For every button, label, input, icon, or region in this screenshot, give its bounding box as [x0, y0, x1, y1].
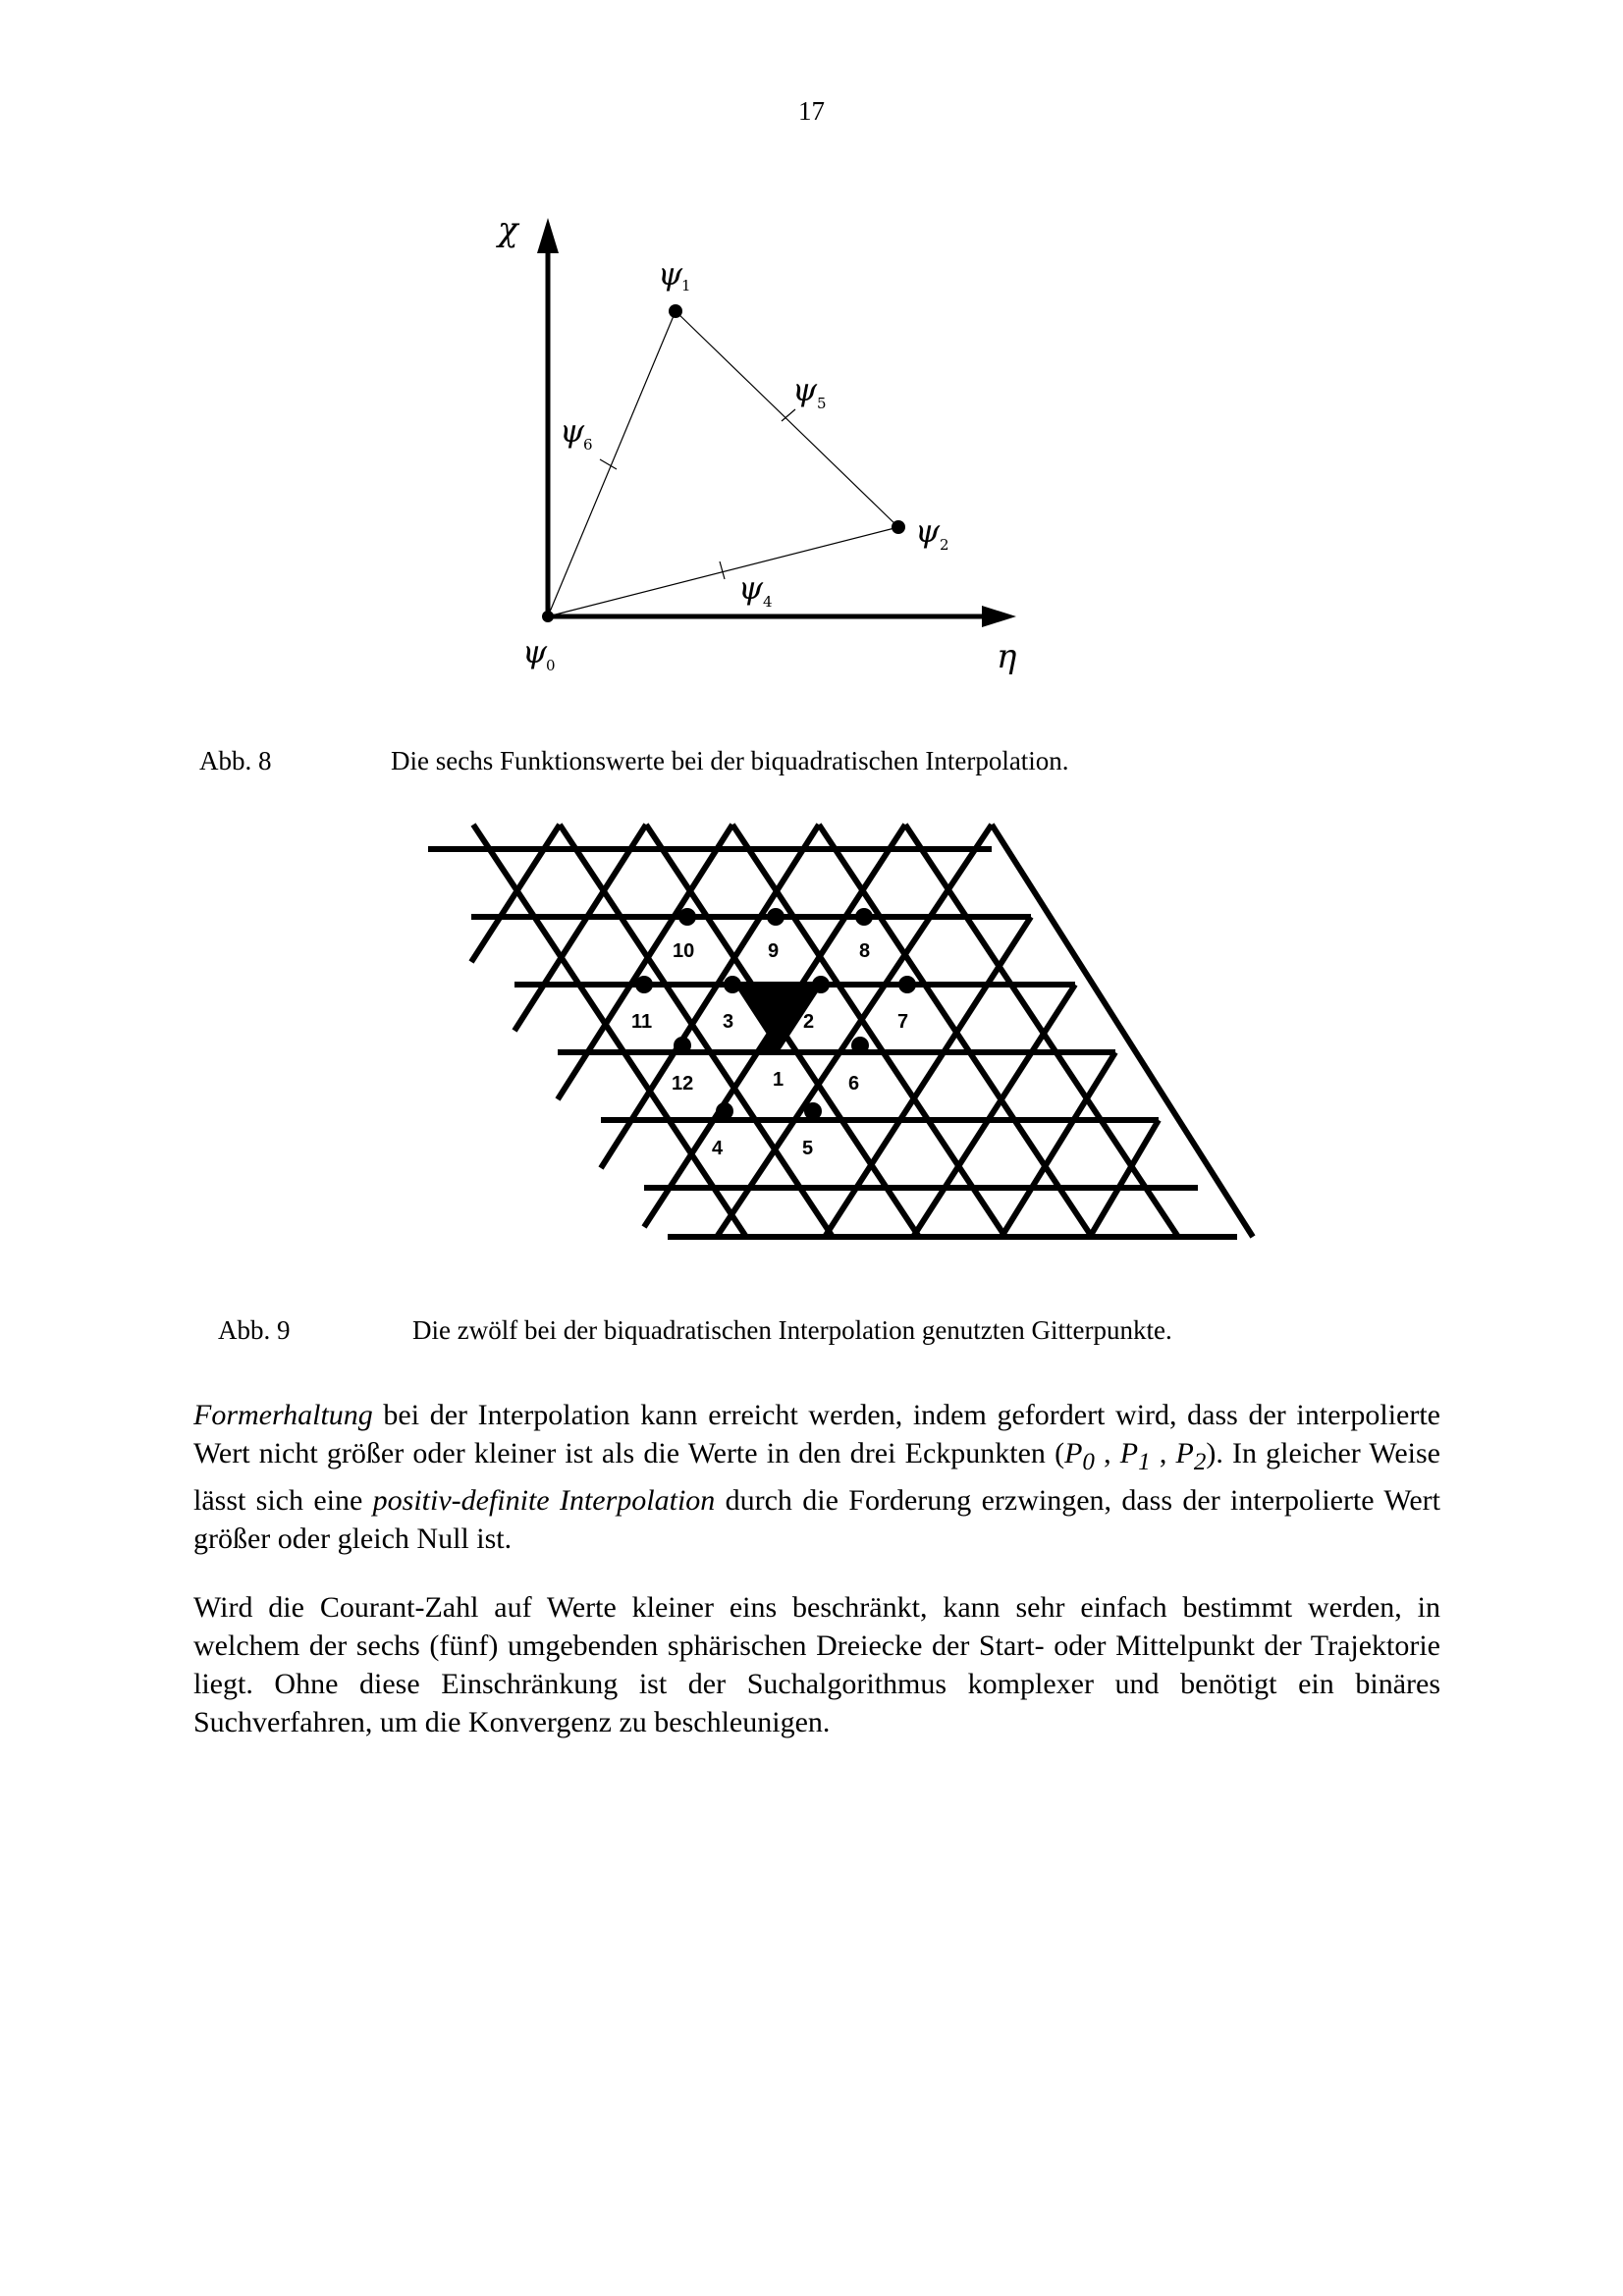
grid-number-6: 6 — [848, 1073, 860, 1095]
grid-point — [678, 908, 696, 926]
figure-9-triangular-grid — [412, 805, 1276, 1256]
term-formerhaltung: Formerhaltung — [193, 1399, 373, 1431]
grid-lines — [428, 825, 1253, 1237]
paragraph-shape-preservation — [193, 1396, 1440, 1558]
grid-point — [716, 1102, 733, 1120]
symbol-p1 — [1119, 1437, 1151, 1475]
psi-5-symbol: ψ — [792, 371, 818, 408]
chi-axis-arrow — [537, 218, 559, 253]
grid-diagonal-down — [992, 825, 1253, 1237]
grid-point — [898, 976, 916, 993]
paragraph-1-text-b: ). In gleicher Weise lässt sich eine — [193, 1437, 1440, 1517]
figure-8-caption — [199, 746, 1378, 785]
grid-number-2: 2 — [803, 1011, 815, 1033]
paragraph-1-text-c: durch die Forderung erzwingen, dass der interpolierte Wert größer oder gleich Null ist. — [193, 1484, 1440, 1555]
point-psi-0 — [542, 611, 554, 622]
point-psi-2 — [892, 520, 905, 534]
grid-point — [724, 976, 741, 993]
grid-number-10: 10 — [673, 940, 695, 962]
point-psi-1 — [669, 304, 682, 318]
psi-1-subscript: 1 — [681, 277, 691, 294]
symbol-p0 — [1064, 1437, 1095, 1475]
symbol-p1-letter: P — [1119, 1437, 1139, 1469]
symbol-p2 — [1175, 1437, 1207, 1475]
psi-1-symbol: ψ — [658, 255, 683, 293]
grid-number-9: 9 — [768, 940, 780, 962]
psi-0-subscript: 0 — [546, 657, 556, 674]
symbol-p2-subscript: 2 — [1193, 1449, 1207, 1475]
grid-number-3: 3 — [723, 1011, 734, 1033]
grid-point — [851, 1037, 869, 1054]
grid-point — [812, 976, 830, 993]
grid-point — [855, 908, 873, 926]
psi-2-symbol: ψ — [915, 512, 941, 550]
paragraph-1-text-a: bei der Interpolation kann erreicht werden, indem gefordert wird, dass der interpolierte Wert nicht größer oder kleiner ist als die Werte in den drei Eckpunkten ( — [193, 1399, 1440, 1469]
psi-5-subscript: 5 — [817, 395, 827, 412]
grid-diagonal-up — [1090, 1120, 1159, 1237]
figure-9-caption-text: Die zwölf bei der biquadratischen Interpolation genutzten Gitterpunkte. — [412, 1315, 1172, 1345]
midpoint-tick-4 — [720, 561, 725, 579]
eta-label: η — [997, 637, 1017, 676]
grid-number-4: 4 — [712, 1138, 724, 1159]
term-positive-definite: positiv-definite Interpolation — [372, 1484, 716, 1517]
grid-point — [762, 1037, 780, 1054]
grid-number-5: 5 — [802, 1138, 814, 1159]
grid-diagonal-up — [1001, 1052, 1115, 1237]
triangle-edge-0-1 — [548, 311, 676, 616]
psi-6-subscript: 6 — [583, 436, 593, 454]
figure-8-triangle-diagram — [471, 196, 1060, 687]
grid-number-1: 1 — [773, 1069, 784, 1091]
page-number: 17 — [798, 96, 825, 126]
midpoint-tick-6 — [600, 459, 617, 469]
paragraph-courant-number: Wird die Courant-Zahl auf Werte kleiner eins beschränkt, kann sehr einfach bestimmt werden, in welchem der sechs (fünf) umgebenden sphärischen Dreiecke der Start- oder Mittelpunkt der Trajektorie liegt. Ohne diese Einschränkung ist der Suchalgorithmus komplexer und benötigt ein binäres Suchverfahren, um die Konvergenz zu beschleunigen. — [193, 1591, 1440, 1738]
paragraph-1-separator-2: , — [1150, 1437, 1176, 1469]
psi-4-symbol: ψ — [738, 569, 764, 607]
figure-8-caption-label: Abb. 8 — [199, 746, 272, 775]
psi-4-subscript: 4 — [763, 593, 773, 611]
eta-axis-arrow — [982, 606, 1016, 627]
grid-diagonal-up — [913, 985, 1075, 1237]
triangle-edge-1-2 — [676, 311, 898, 527]
figure-9-caption — [218, 1315, 1396, 1355]
symbol-p0-subscript: 0 — [1082, 1449, 1095, 1475]
grid-point — [804, 1102, 822, 1120]
symbol-p2-letter: P — [1175, 1437, 1194, 1469]
grid-number-7: 7 — [897, 1011, 909, 1033]
paragraph-1-separator-1: , — [1094, 1437, 1120, 1469]
grid-number-12: 12 — [672, 1073, 694, 1095]
grid-point — [674, 1037, 691, 1054]
grid-point — [635, 976, 653, 993]
figure-8-caption-text: Die sechs Funktionswerte bei der biquadratischen Interpolation. — [391, 746, 1069, 775]
psi-6-symbol: ψ — [560, 412, 585, 450]
psi-0-symbol: ψ — [522, 633, 548, 670]
grid-number-8: 8 — [859, 940, 871, 962]
psi-2-subscript: 2 — [940, 536, 949, 554]
chi-label: χ — [498, 210, 518, 249]
grid-point — [767, 908, 784, 926]
symbol-p1-subscript: 1 — [1138, 1449, 1151, 1475]
figure-9-caption-label: Abb. 9 — [218, 1315, 291, 1345]
grid-number-11: 11 — [631, 1011, 653, 1033]
symbol-p0-letter: P — [1064, 1437, 1083, 1469]
